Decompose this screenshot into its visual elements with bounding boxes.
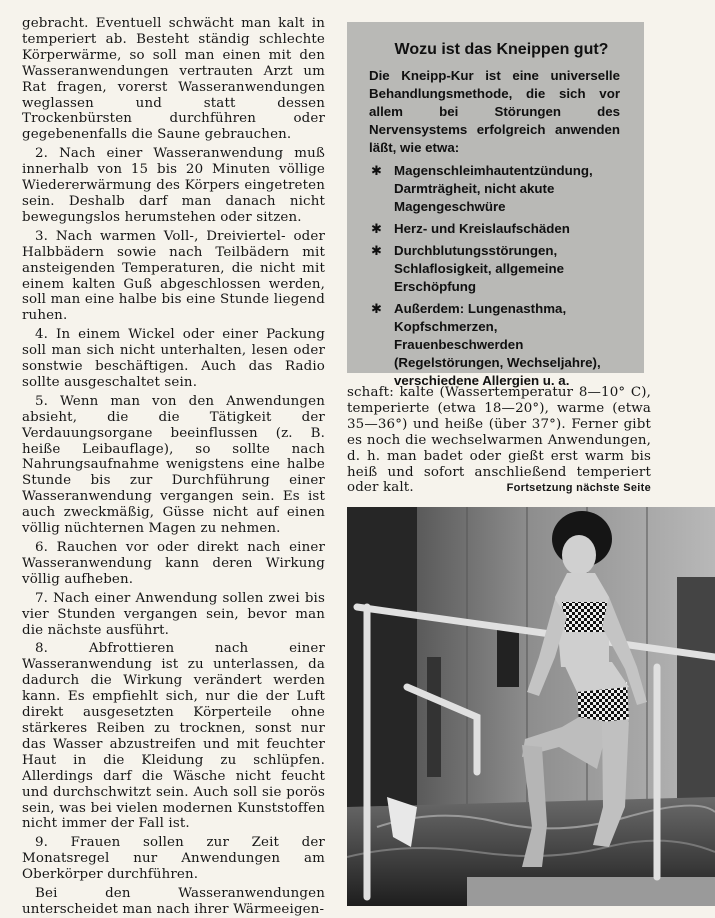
paragraph: 3. Nach warmen Voll-, Dreiviertel- oder Halbbädern sowie nach Teilbädern mit ansteigenden Temperaturen, die nicht mit einem kalten Guß abgeschlossen werden, soll man eine halbe bis eine Stunde liegend ruhen. <box>22 228 325 324</box>
paragraph: 4. In einem Wickel oder einer Packung soll man sich nicht unterhalten, lesen oder sonstwie beschäftigen. Auch das Radio sollte ausgeschaltet sein. <box>22 327 325 390</box>
list-item-text: Durchblutungsstörungen, Schlaflosigkeit, allgemeine Erschöpfung <box>394 243 564 294</box>
list-item <box>369 162 620 216</box>
paragraph: 9. Frauen sollen zur Zeit der Monatsregel nur Anwendungen am Oberkörper durchführen. <box>22 835 325 883</box>
paragraph: 6. Rauchen vor oder direkt nach einer Wasseranwendung kann deren Wirkung völlig aufheben. <box>22 540 325 587</box>
photo-illustration <box>347 507 715 906</box>
paragraph: schaft: kalte (Wassertemperatur 8—10° C), temperierte (etwa 18—20°), warme (etwa 35—36°) und heiße (über 37°). Ferner gibt es noch die wechselwarmen Anwendungen, d. h. man badet oder gießt erst warm bis heiß und sofort anschließend temperiert oder kalt. Fortsetzung nächste Seite <box>347 385 651 496</box>
paragraph: gebracht. Eventuell schwächt man kalt in temperiert ab. Besteht ständig schlechte Körperwärme, so soll man einen mit den Wasseranwendungen vertrauten Arzt um Rat fragen, vorerst Wasseranwendungen weglassen und statt dessen Trockenbürsten durchführen oder gegebenenfalls die Saune gebrauchen. <box>22 16 325 143</box>
info-box-intro: Die Kneipp-Kur ist eine universelle Behandlungsmethode, die sich vor allem bei Störungen des Nervensystems erfolgreich anwenden läßt, wie etwa: <box>369 68 620 155</box>
right-text-column <box>347 385 651 497</box>
paragraph: Bei den Wasseranwendungen unterscheidet man nach ihrer Wärmeeigen- <box>22 886 325 917</box>
info-box <box>347 22 644 388</box>
info-box-list <box>369 162 620 390</box>
paragraph: 8. Abfrottieren nach einer Wasseranwendung ist zu unterlassen, da dadurch die Wirkung verändert werden kann. Es empfiehlt sich, nur die der Luft direkt ausgesetzten Körperteile ohne stärkeres Reiben zu trocknen, sonst nur das Wasser abzustreifen und mit feuchter Haut in die Kleidung zu schlüpfen. Allerdings darf die Wäsche nicht feucht und durchschwitzt sein. Auch soll sie porös sein, was bei vielen modernen Kunststoffen nicht immer der Fall ist. <box>22 641 325 832</box>
list-item <box>369 300 620 390</box>
left-text-column <box>22 16 325 918</box>
list-item <box>369 242 620 296</box>
asterisk-bullet-icon: ✱ <box>371 243 382 258</box>
asterisk-bullet-icon: ✱ <box>371 301 382 316</box>
list-item-text: Außerdem: Lungenasthma, Kopfschmerzen, Frauenbeschwerden (Regelstörungen, Wechseljahre), verschiedene Allergien u. a. <box>394 301 601 388</box>
photo-kneipp-water-walking <box>347 507 715 906</box>
list-item <box>369 220 620 238</box>
paragraph: 5. Wenn man von den Anwendungen absieht, die die Tätigkeit der Verdauungsorgane beeinflussen (z. B. heiße Leibauflage), so sollte nach Nahrungsaufnahme wenigstens eine halbe Stunde bis zur Durchführung einer Wasseranwendung vergangen sein. Es ist auch zweckmäßig, Güsse nicht auf einen völlig nüchternen Magen zu nehmen. <box>22 393 325 537</box>
info-box-title: Wozu ist das Kneippen gut? <box>394 41 609 58</box>
continuation-note: Fortsetzung nächste Seite <box>506 482 651 495</box>
list-item-text: Herz- und Kreislaufschäden <box>394 221 570 236</box>
asterisk-bullet-icon: ✱ <box>371 221 382 236</box>
paragraph: 7. Nach einer Anwendung sollen zwei bis vier Stunden vergangen sein, bevor man die nächste ausführt. <box>22 590 325 638</box>
paragraph: 2. Nach einer Wasseranwendung muß innerhalb von 15 bis 20 Minuten völlige Wiedererwärmung des Körpers eingetreten sein. Deshalb darf man danach nicht bewegungslos herumstehen oder sitzen. <box>22 146 325 225</box>
asterisk-bullet-icon: ✱ <box>371 163 382 178</box>
list-item-text: Magenschleimhautentzündung, Darmträgheit, nicht akute Magengeschwüre <box>394 163 593 214</box>
